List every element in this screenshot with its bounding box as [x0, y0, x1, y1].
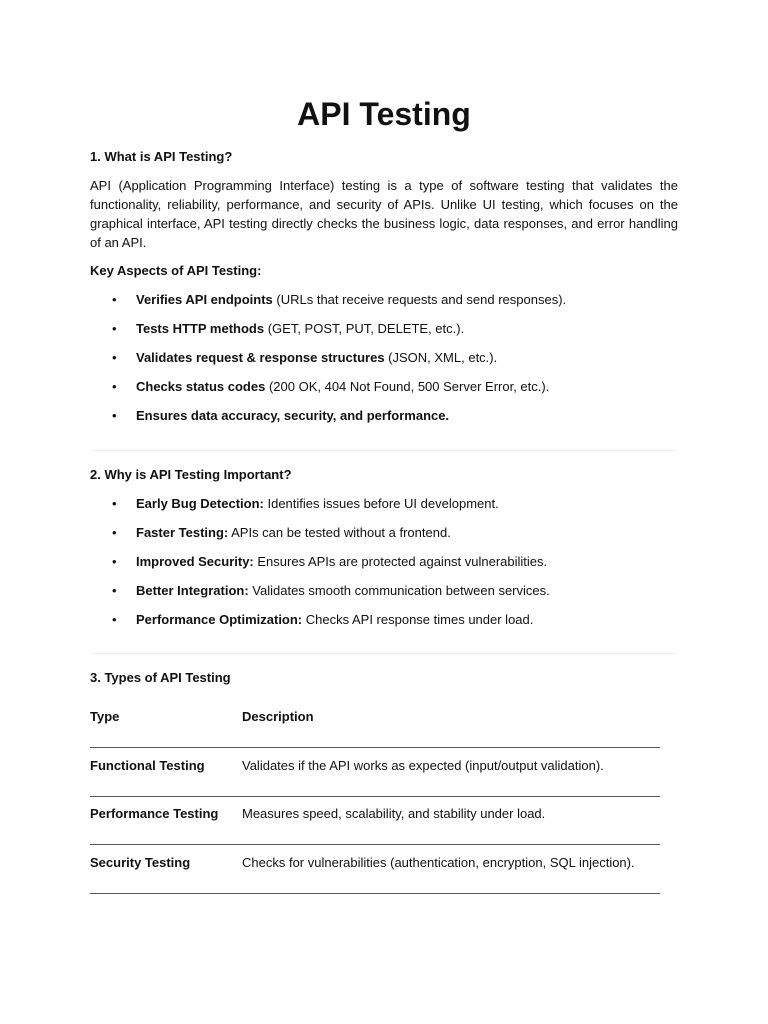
bullet-icon: •: [112, 583, 117, 598]
table-cell-description: Validates if the API works as expected (input/output validation).: [242, 758, 604, 773]
table-cell-description: Measures speed, scalability, and stability under load.: [242, 806, 546, 821]
bullet-icon: •: [112, 612, 117, 627]
bullet-icon: •: [112, 292, 117, 307]
bullet-icon: •: [112, 408, 117, 423]
table-cell-type: Security Testing: [90, 855, 191, 870]
key-aspects-heading: Key Aspects of API Testing:: [90, 263, 262, 278]
table-cell-type: Performance Testing: [90, 806, 219, 821]
bullet-text: APIs can be tested without a frontend.: [228, 525, 451, 540]
bullet-bold: Tests HTTP methods: [136, 321, 265, 336]
bullet-bold: Faster Testing:: [136, 525, 229, 540]
section-3-heading: 3. Types of API Testing: [90, 670, 231, 685]
bullet-icon: •: [112, 496, 117, 511]
bullet-bold: Checks status codes: [136, 379, 266, 394]
section-divider: [90, 653, 678, 654]
table-rule: [90, 747, 660, 748]
table-header-description: Description: [242, 709, 314, 724]
bullet-text: Ensures APIs are protected against vulnerabilities.: [253, 554, 548, 569]
bullet-bold: Verifies API endpoints: [136, 292, 273, 307]
bullet-icon: •: [112, 525, 117, 540]
table-rule: [90, 796, 660, 797]
table-header-type: Type: [90, 709, 120, 724]
table-rule: [90, 893, 660, 894]
bullet-bold: Improved Security:: [136, 554, 254, 569]
bullet-bold: Better Integration:: [136, 583, 249, 598]
bullet-text: Identifies issues before UI development.: [263, 496, 499, 511]
bullet-text: (200 OK, 404 Not Found, 500 Server Error, etc.).: [265, 379, 550, 394]
section-2-heading: 2. Why is API Testing Important?: [90, 467, 292, 482]
section-divider: [90, 450, 678, 451]
section-1-paragraph: API (Application Programming Interface) testing is a type of software testing that validates the functionality, reliability, performance, and security of APIs. Unlike UI testing, which focuses on the graphical interface, API testing directly checks the business logic, data responses, and error handling of an API.: [90, 178, 678, 250]
bullet-text: Checks API response times under load.: [302, 612, 534, 627]
bullet-icon: •: [112, 554, 117, 569]
bullet-icon: •: [112, 321, 117, 336]
table-cell-description: Checks for vulnerabilities (authentication, encryption, SQL injection).: [242, 855, 635, 870]
section-1-heading: 1. What is API Testing?: [90, 149, 233, 164]
bullet-text: (GET, POST, PUT, DELETE, etc.).: [264, 321, 465, 336]
bullet-text: (JSON, XML, etc.).: [384, 350, 498, 365]
page-title: API Testing: [297, 96, 471, 132]
table-cell-type: Functional Testing: [90, 758, 205, 773]
bullet-bold: Performance Optimization:: [136, 612, 303, 627]
bullet-icon: •: [112, 379, 117, 394]
bullet-bold: Early Bug Detection:: [136, 496, 264, 511]
bullet-text: Validates smooth communication between services.: [248, 583, 550, 598]
table-rule: [90, 844, 660, 845]
bullet-bold: Ensures data accuracy, security, and performance.: [136, 408, 450, 423]
bullet-icon: •: [112, 350, 117, 365]
bullet-bold: Validates request & response structures: [136, 350, 385, 365]
bullet-text: (URLs that receive requests and send responses).: [272, 292, 567, 307]
